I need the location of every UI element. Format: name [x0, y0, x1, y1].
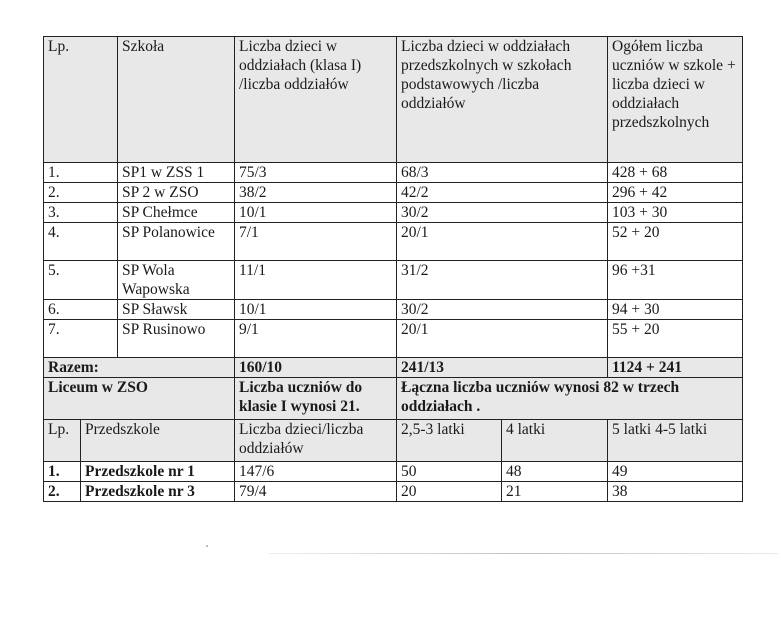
- header-age-2-5-3: 2,5-3 latki: [397, 420, 502, 462]
- table-row: [44, 223, 743, 261]
- cell-klasa1: 9/1: [235, 320, 397, 358]
- cell-przedszkolne: 20/1: [397, 223, 608, 261]
- cell-lp: 5.: [44, 261, 118, 300]
- header-przedszkole: Przedszkole: [81, 420, 235, 462]
- cell-lp: 7.: [44, 320, 118, 358]
- cell-ogolem: 103 + 30: [608, 203, 743, 223]
- liceum-total-note: Łączna liczba uczniów wynosi 82 w trzech oddziałach .: [397, 378, 743, 420]
- header-liczba-dzieci: Liczba dzieci/liczba oddziałów: [235, 420, 397, 462]
- cell-lp: 2.: [44, 183, 118, 203]
- table-row: [44, 482, 743, 502]
- cell-age3: 38: [608, 482, 743, 502]
- cell-szkola: SP Polanowice: [118, 223, 235, 261]
- total-przedszkolne: 241/13: [397, 358, 608, 378]
- cell-ogolem: 94 + 30: [608, 300, 743, 320]
- header-liczba-przedszkolne: Liczba dzieci w oddziałach przedszkolnych w szkołach podstawowych /liczba oddziałów: [397, 37, 608, 163]
- liceum-row: [44, 378, 743, 420]
- cell-lp: 1.: [44, 163, 118, 183]
- header-ogolem: Ogółem liczba uczniów w szkole + liczba dzieci w oddziałach przedszkolnych: [608, 37, 743, 163]
- cell-szkola: SP Sławsk: [118, 300, 235, 320]
- cell-przedszkole: Przedszkole nr 3: [81, 482, 235, 502]
- cell-ogolem: 55 + 20: [608, 320, 743, 358]
- cell-klasa1: 11/1: [235, 261, 397, 300]
- cell-przedszkolne: 30/2: [397, 203, 608, 223]
- scan-artifact-dot: [206, 545, 208, 547]
- header-liczba-klasa1: Liczba dzieci w oddziałach (klasa I) /liczba oddziałów: [235, 37, 397, 163]
- liceum-klasa1-note: Liczba uczniów do klasie I wynosi 21.: [235, 378, 397, 420]
- cell-age2: 48: [502, 462, 608, 482]
- cell-ogolem: 96 +31: [608, 261, 743, 300]
- cell-klasa1: 10/1: [235, 203, 397, 223]
- cell-liczba: 147/6: [235, 462, 397, 482]
- cell-age2: 21: [502, 482, 608, 502]
- cell-ogolem: 296 + 42: [608, 183, 743, 203]
- cell-klasa1: 38/2: [235, 183, 397, 203]
- cell-przedszkolne: 68/3: [397, 163, 608, 183]
- header-lp-2: Lp.: [44, 420, 81, 462]
- cell-lp: 4.: [44, 223, 118, 261]
- cell-ogolem: 428 + 68: [608, 163, 743, 183]
- preschool-header-row: [44, 420, 743, 462]
- cell-przedszkolne: 30/2: [397, 300, 608, 320]
- cell-klasa1: 75/3: [235, 163, 397, 183]
- cell-lp: 2.: [44, 482, 81, 502]
- cell-lp: 1.: [44, 462, 81, 482]
- schools-table: [43, 36, 743, 502]
- table-row: [44, 462, 743, 482]
- cell-klasa1: 7/1: [235, 223, 397, 261]
- header-age-5: 5 latki 4-5 latki: [608, 420, 743, 462]
- liceum-label: Liceum w ZSO: [44, 378, 235, 420]
- cell-szkola: SP 2 w ZSO: [118, 183, 235, 203]
- cell-lp: 6.: [44, 300, 118, 320]
- table-row: [44, 300, 743, 320]
- header-lp: Lp.: [44, 37, 118, 163]
- cell-przedszkole: Przedszkole nr 1: [81, 462, 235, 482]
- cell-lp: 3.: [44, 203, 118, 223]
- table-row: [44, 163, 743, 183]
- cell-ogolem: 52 + 20: [608, 223, 743, 261]
- total-ogolem: 1124 + 241: [608, 358, 743, 378]
- cell-przedszkolne: 31/2: [397, 261, 608, 300]
- header-szkola: Szkoła: [118, 37, 235, 163]
- cell-liczba: 79/4: [235, 482, 397, 502]
- cell-przedszkolne: 42/2: [397, 183, 608, 203]
- table-row: [44, 320, 743, 358]
- total-label: Razem:: [44, 358, 235, 378]
- cell-przedszkolne: 20/1: [397, 320, 608, 358]
- cell-klasa1: 10/1: [235, 300, 397, 320]
- table-row: [44, 261, 743, 300]
- total-klasa1: 160/10: [235, 358, 397, 378]
- total-row: [44, 358, 743, 378]
- header-age-4: 4 latki: [502, 420, 608, 462]
- table-row: [44, 183, 743, 203]
- cell-szkola: SP Wola Wapowska: [118, 261, 235, 300]
- cell-age1: 20: [397, 482, 502, 502]
- cell-szkola: SP Rusinowo: [118, 320, 235, 358]
- table-row: [44, 203, 743, 223]
- cell-szkola: SP Chełmce: [118, 203, 235, 223]
- table-header-row: [44, 37, 743, 163]
- cell-age3: 49: [608, 462, 743, 482]
- cell-szkola: SP1 w ZSS 1: [118, 163, 235, 183]
- scan-artifact-line: [268, 553, 778, 554]
- cell-age1: 50: [397, 462, 502, 482]
